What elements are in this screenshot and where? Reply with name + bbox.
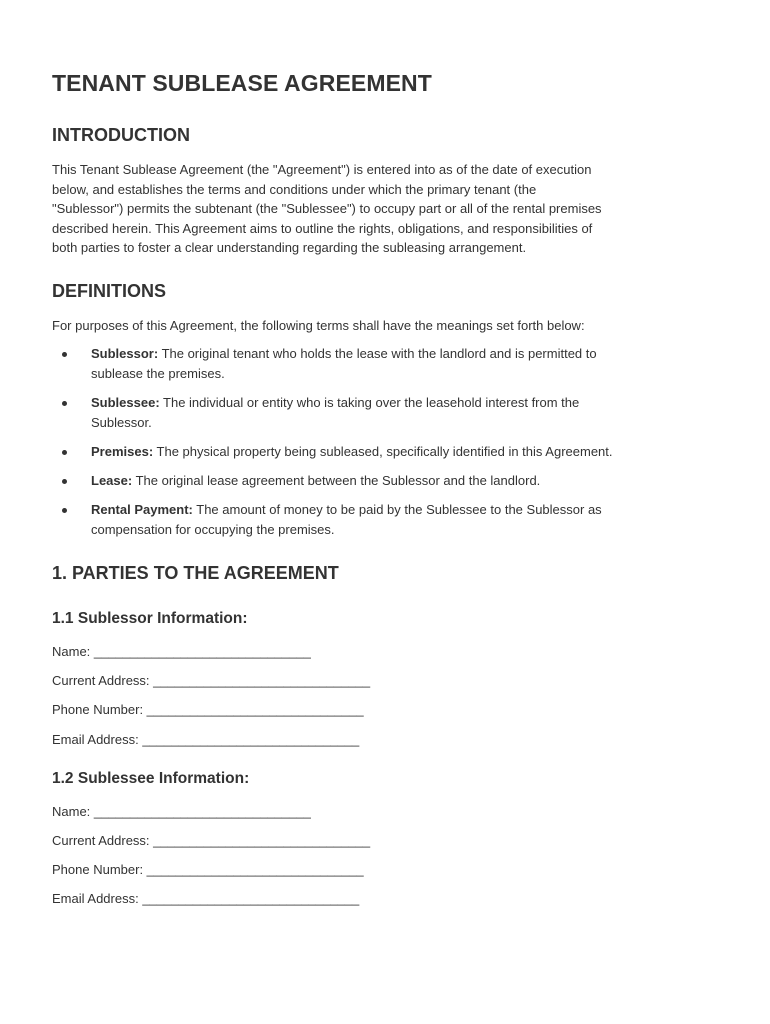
sublessee-address-field: Current Address: ______________________________: [52, 833, 371, 848]
introduction-heading: INTRODUCTION: [52, 125, 190, 145]
sublessor-info-heading: 1.1 Sublessor Information:: [52, 610, 248, 627]
introduction-line: "Sublessor") permits the subtenant (the "Sublessee") to occupy part or all of the rental premises: [52, 201, 602, 217]
sublessee-email-field: Email Address: ______________________________: [52, 891, 360, 906]
definition-text: The original tenant who holds the lease with the landlord and is permitted to: [158, 346, 597, 361]
sublessor-address-field: Current Address: ______________________________: [52, 673, 371, 688]
definition-term: Sublessor:: [91, 346, 159, 361]
definition-text: The amount of money to be paid by the Sublessee to the Sublessor as: [192, 502, 602, 517]
section1-heading: 1. PARTIES TO THE AGREEMENT: [52, 563, 339, 583]
bullet-icon: [62, 352, 67, 357]
sublessee-phone-field: Phone Number: ______________________________: [52, 862, 364, 877]
definition-term: Premises:: [91, 444, 154, 459]
definition-term: Rental Payment:: [91, 502, 193, 517]
definition-text: The individual or entity who is taking over the leasehold interest from the: [159, 395, 580, 410]
bullet-icon: [62, 479, 67, 484]
introduction-line: below, and establishes the terms and conditions under which the primary tenant (the: [52, 181, 537, 197]
introduction-line: both parties to foster a clear understanding regarding the subleasing arrangement.: [52, 240, 527, 256]
introduction-line: This Tenant Sublease Agreement (the "Agreement") is entered into as of the date of execution: [52, 162, 592, 177]
definition-term: Lease:: [91, 473, 133, 488]
bullet-icon: [62, 450, 67, 455]
definition-text-continued: sublease the premises.: [91, 365, 225, 381]
definition-text-continued: Sublessor.: [91, 414, 152, 430]
sublessee-name-field: Name: ______________________________: [52, 804, 311, 819]
sublessee-info-heading: 1.2 Sublessee Information:: [52, 770, 250, 787]
sublessor-name-field: Name: ______________________________: [52, 644, 311, 659]
sublessor-phone-field: Phone Number: ______________________________: [52, 702, 364, 717]
definitions-intro: For purposes of this Agreement, the following terms shall have the meanings set forth below:: [52, 318, 585, 333]
document-title: TENANT SUBLEASE AGREEMENT: [52, 70, 432, 96]
introduction-line: described herein. This Agreement aims to outline the rights, obligations, and responsibilities of: [52, 220, 593, 236]
definition-text: The original lease agreement between the Sublessor and the landlord.: [132, 473, 541, 488]
introduction-paragraph: [52, 160, 722, 258]
bullet-icon: [62, 401, 67, 406]
sublessor-email-field: Email Address: ______________________________: [52, 732, 360, 747]
definitions-heading: DEFINITIONS: [52, 281, 167, 301]
definition-text-continued: compensation for occupying the premises.: [91, 521, 335, 537]
definition-text: The physical property being subleased, specifically identified in this Agreement.: [153, 444, 613, 459]
definition-term: Sublessee:: [91, 395, 160, 410]
bullet-icon: [62, 508, 67, 513]
